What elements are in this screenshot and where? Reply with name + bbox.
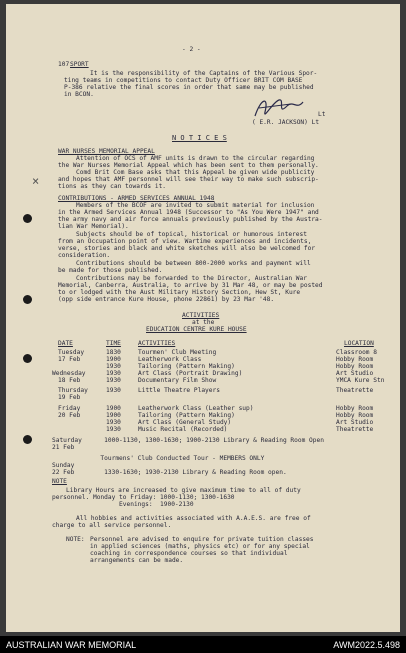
cell-date: Friday [58, 405, 81, 412]
activities-location-heading: EDUCATION CENTRE KURE HOUSE [146, 326, 247, 333]
sunday-tour-line: Tourmens' Club Conducted Tour - MEMBERS ONLY [52, 455, 265, 462]
cell-location: Art Studio [336, 370, 374, 377]
signature-rank: Lt [318, 111, 326, 118]
war-nurses-line: Attention of OCS of AMF units is drawn to the circular regarding [76, 155, 315, 162]
cell-date: 19 Feb [58, 394, 81, 401]
cell-location: Hobby Room [336, 363, 374, 370]
note2-line: in applied sciences (maths, physics etc) or for any special [90, 543, 310, 550]
cell-location: Theatrette [336, 426, 374, 433]
cell-activity: Leatherwork Class [138, 356, 202, 363]
saturday-date: 21 Feb [52, 444, 75, 451]
cell-date: Tuesday [58, 349, 85, 356]
cell-location: Hobby Room [336, 405, 374, 412]
note-line: Library Hours are increased to give maximum time to all of duty [66, 487, 301, 494]
section-heading-contributions: CONTRIBUTIONS - ARMED SERVICES ANNUAL 1948 [58, 195, 215, 202]
contributions-line: consideration. [58, 252, 111, 259]
contributions-line: (opp side entrance Kure House, phone 22861) by 23 Mar '48. [58, 296, 275, 303]
note-line: Evenings: 1900-2130 [52, 501, 194, 508]
activities-heading: ACTIVITIES [182, 312, 220, 319]
cell-activity: Little Theatre Players [138, 387, 220, 394]
contributions-line: be made for those published. [58, 267, 163, 274]
contributions-line: Contributions may be forwarded to the Director, Australian War [76, 275, 307, 282]
cell-activity: Tourmen' Club Meeting [138, 349, 217, 356]
archive-reference: AWM2022.5.498 [333, 640, 400, 650]
note-line: personnel. Monday to Friday: 1000-1130; 1300-1630 [52, 494, 235, 501]
contributions-line: lian War Memorial). [58, 223, 129, 230]
document-text [6, 4, 400, 632]
note2-line: Personnel are advised to enquire for private tuition classes [90, 536, 314, 543]
cell-activity: Leatherwork Class (Leather sup) [138, 405, 254, 412]
cell-date: 20 Feb [58, 412, 81, 419]
note2-line: arrangements can be made. [90, 557, 184, 564]
page-number: - 2 - [182, 46, 201, 53]
saturday-line: Saturday 1000-1130, 1300-1630; 1900-2130 Library & Reading Room Open [52, 437, 324, 444]
war-nurses-line: the War Nurses Memorial Appeal which has been sent to them personally. [58, 162, 319, 169]
hobbies-line: charge to all service personnel. [52, 522, 172, 529]
cell-time: 1830 [106, 349, 121, 356]
activities-subheading: at the [192, 319, 215, 326]
war-nurses-line: and hopes that AMF personnel will see their way to make such subscrip- [58, 176, 319, 183]
sport-line: ting teams in competitions to contact Duty Officer BRIT COM BASE [64, 77, 303, 84]
cell-activity: Music Recital (Recorded) [138, 426, 228, 433]
contributions-line: Subjects should be of topical, historical or humorous interest [76, 231, 307, 238]
cell-time: 1900 [106, 356, 121, 363]
archive-name: AUSTRALIAN WAR MEMORIAL [6, 640, 137, 650]
cell-date: 17 Feb [58, 356, 81, 363]
cell-time: 1930 [106, 377, 121, 384]
contributions-line: verse, stories and black and white sketches will also be welcomed for [58, 245, 316, 252]
cell-location: Art Studio [336, 419, 374, 426]
cell-time: 1930 [106, 419, 121, 426]
cell-date: Thursday [58, 387, 88, 394]
sport-line: in BCON. [64, 91, 94, 98]
contributions-line: the army navy and air force annuals previously published by the Austra- [58, 216, 323, 223]
section-heading-war-nurses: WAR NURSES MEMORIAL APPEAL [58, 148, 155, 155]
cell-activity: Art Class (Portrait Drawing) [138, 370, 243, 377]
cell-location: YMCA Kure Stn [336, 377, 385, 384]
section-number: 107. [58, 61, 73, 68]
contributions-line: Members of the BCOF are invited to submit material for inclusion [76, 202, 315, 209]
note2-line: coaching in correspondence courses so that individual [90, 550, 288, 557]
contributions-line: Contributions should be between 800-2000 works and payment will [76, 260, 311, 267]
section-heading-sport: SPORT [70, 61, 89, 68]
note-heading: NOTE [52, 478, 67, 485]
contributions-line: to or lodged with the Aust Military History Section, Hew St, Kure [58, 289, 301, 296]
cell-activity: Art Class (General Study) [138, 419, 232, 426]
cell-location: Hobby Room [336, 412, 374, 419]
signature-name: ( E.R. JACKSON) Lt [252, 119, 320, 126]
war-nurses-line: Comd Brit Com Base asks that this Appeal be given wide publicity [76, 169, 315, 176]
note2-label: NOTE: [66, 536, 85, 543]
contributions-line: in the Armed Services Annual 1948 (Successor to "As You Were 1947" and [58, 209, 319, 216]
cell-time: 1900 [106, 405, 121, 412]
column-header-date: DATE [58, 340, 73, 347]
cell-activity: Documentary Film Show [138, 377, 217, 384]
cell-time: 1930 [106, 363, 121, 370]
sport-line: It is the responsibility of the Captains of the Various Spor- [90, 70, 318, 77]
sport-line: P-386 relative the final scores in order that same may be published [64, 84, 314, 91]
column-header-activities: ACTIVITIES [138, 340, 176, 347]
cell-location: Classroom 8 [336, 349, 377, 356]
margin-mark: × [32, 174, 40, 188]
document-page [6, 4, 400, 632]
cell-time: 1930 [106, 387, 121, 394]
cell-location: Theatrette [336, 387, 374, 394]
cell-time: 1930 [106, 426, 121, 433]
contributions-line: from an Occupation point of view. Wartime experiences and incidents, [58, 238, 312, 245]
cell-time: 1930 [106, 370, 121, 377]
war-nurses-line: tions as they can towards it. [58, 183, 167, 190]
column-header-time: TIME [106, 340, 121, 347]
sunday-line: 22 Feb 1330-1630; 1930-2130 Library & Reading Room open. [52, 469, 287, 476]
cell-location: Hobby Room [336, 356, 374, 363]
contributions-line: Memorial, Canberra, Australia, to arrive by 31 Mar 48, or may be posted [58, 282, 323, 289]
archive-footer [0, 636, 406, 653]
column-header-location: LOCATION [344, 340, 374, 347]
hobbies-line: All hobbies and activities associated with A.A.E.S. are free of [76, 515, 311, 522]
cell-date: Wednesday [52, 370, 86, 377]
notices-heading: N O T I C E S [172, 134, 227, 142]
cell-date: 18 Feb [58, 377, 81, 384]
cell-activity: Tailoring (Pattern Making) [138, 363, 235, 370]
cell-activity: Tailoring (Pattern Making) [138, 412, 235, 419]
sunday-label: Sunday [52, 462, 75, 469]
cell-time: 1900 [106, 412, 121, 419]
